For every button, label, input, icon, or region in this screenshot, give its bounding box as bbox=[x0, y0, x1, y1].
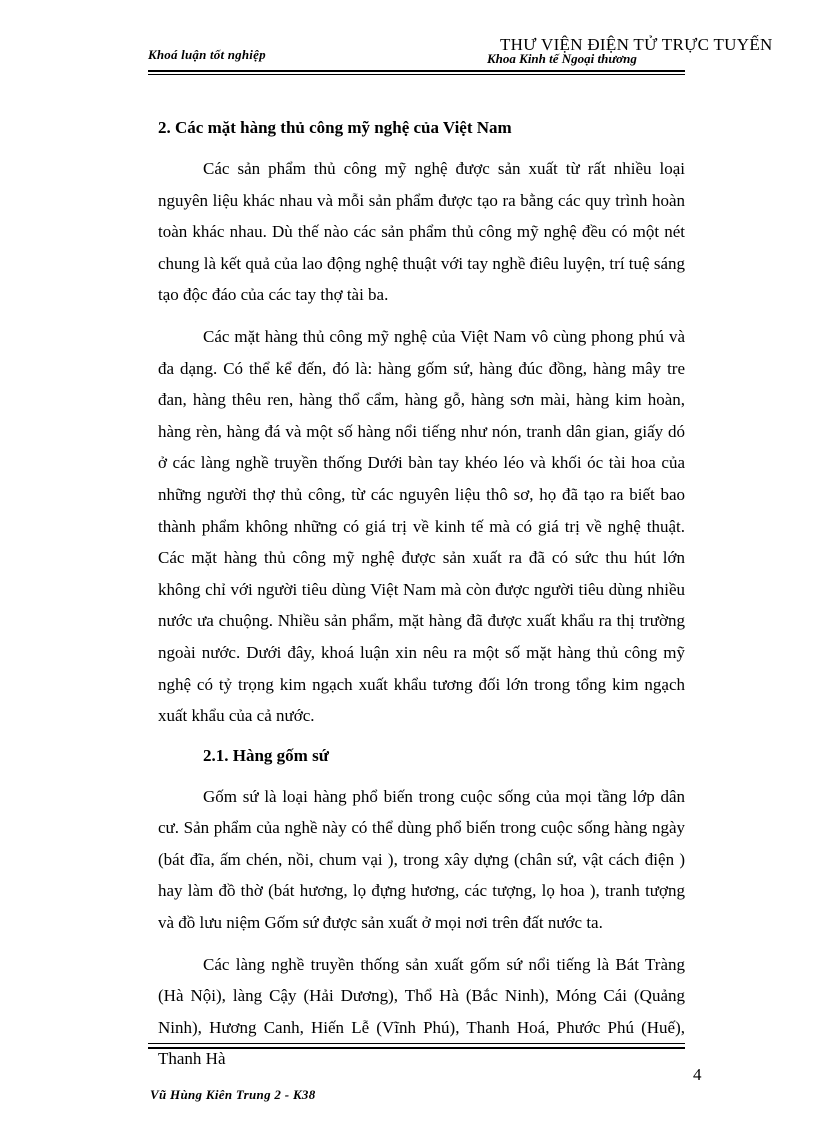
header-rule-thin bbox=[148, 74, 685, 75]
page-number: 4 bbox=[693, 1065, 702, 1084]
subsection-heading: 2.1. Hàng gốm sứ bbox=[203, 745, 329, 765]
header-faculty-label: Khoa Kinh tế Ngoại thương bbox=[487, 51, 637, 66]
watermark-text: THƯ VIỆN ĐIỆN TỬ TRỰC TUYẾN bbox=[500, 35, 773, 54]
header-rule-thick bbox=[148, 70, 685, 72]
paragraph-intro: Các sản phẩm thủ công mỹ nghệ được sản xuất từ rất nhiều loại nguyên liệu khác nhau và mỗi sản phẩm được tạo ra bằng các quy trình hoàn toàn khác nhau. Dù thế nào các sản phẩm thủ công mỹ nghệ đều có một nét chung là kết quả của lao động nghệ thuật với tay nghề điêu luyện, trí tuệ sáng tạo độc đáo của các tay thợ tài ba. bbox=[158, 159, 685, 305]
paragraph-product-list: Các mặt hàng thủ công mỹ nghệ của Việt Nam vô cùng phong phú và đa dạng. Có thể kể đến, đó là: hàng gốm sứ, hàng đúc đồng, hàng mây tre đan, hàng thêu ren, hàng thổ cẩm, hàng gỗ, hàng sơn mài, hàng kim hoàn, hàng rèn, hàng đá và một số hàng nổi tiếng như nón, tranh dân gian, giấy dó ở các làng nghề truyền thống Dưới bàn tay khéo léo và khối óc tài hoa của những người thợ thủ công, từ các nguyên liệu thô sơ, họ đã tạo ra biết bao thành phẩm không những có giá trị về kinh tế mà có giá trị về nghệ thuật. Các mặt hàng thủ công mỹ nghệ được sản xuất ra đã có sức thu hút lớn không chỉ với người tiêu dùng Việt Nam mà còn được người tiêu dùng nhiều nước ưa chuộng. Nhiều sản phẩm, mặt hàng đã được xuất khẩu ra thị trường ngoài nước. Dưới đây, khoá luận xin nêu ra một số mặt hàng thủ công mỹ nghệ có tỷ trọng kim ngạch xuất khẩu tương đối lớn trong tổng kim ngạch xuất khẩu của cả nước. bbox=[158, 326, 685, 726]
header-thesis-label: Khoá luận tốt nghiệp bbox=[148, 47, 266, 62]
footer-rule-thick bbox=[148, 1047, 685, 1049]
page-body bbox=[158, 114, 685, 1085]
paragraph-ceramics-villages: Các làng nghề truyền thống sản xuất gốm sứ nổi tiếng là Bát Tràng (Hà Nội), làng Cậy (Hải Dương), Thổ Hà (Bắc Ninh), Móng Cái (Quảng Ninh), Hương Canh, Hiến Lễ (Vĩnh Phú), Thanh Hoá, Phước Phú (Huế), Thanh Hà bbox=[158, 954, 685, 1069]
section-heading: 2. Các mặt hàng thủ công mỹ nghệ của Việt Nam bbox=[158, 118, 512, 137]
footer-author: Vũ Hùng Kiên Trung 2 - K38 bbox=[150, 1087, 316, 1102]
paragraph-ceramics-uses: Gốm sứ là loại hàng phổ biến trong cuộc sống của mọi tầng lớp dân cư. Sản phẩm của nghề này có thể dùng phổ biến trong cuộc sống hàng ngày (bát đĩa, ấm chén, nồi, chum vại ), trong xây dựng (chân sứ, vật cách điện ) hay làm đồ thờ (bát hương, lọ đựng hương, các tượng, lọ hoa ), tranh tượng và đồ lưu niệm Gốm sứ được sản xuất ở mọi nơi trên đất nước ta. bbox=[158, 786, 685, 933]
footer-rule-thin bbox=[148, 1043, 685, 1044]
